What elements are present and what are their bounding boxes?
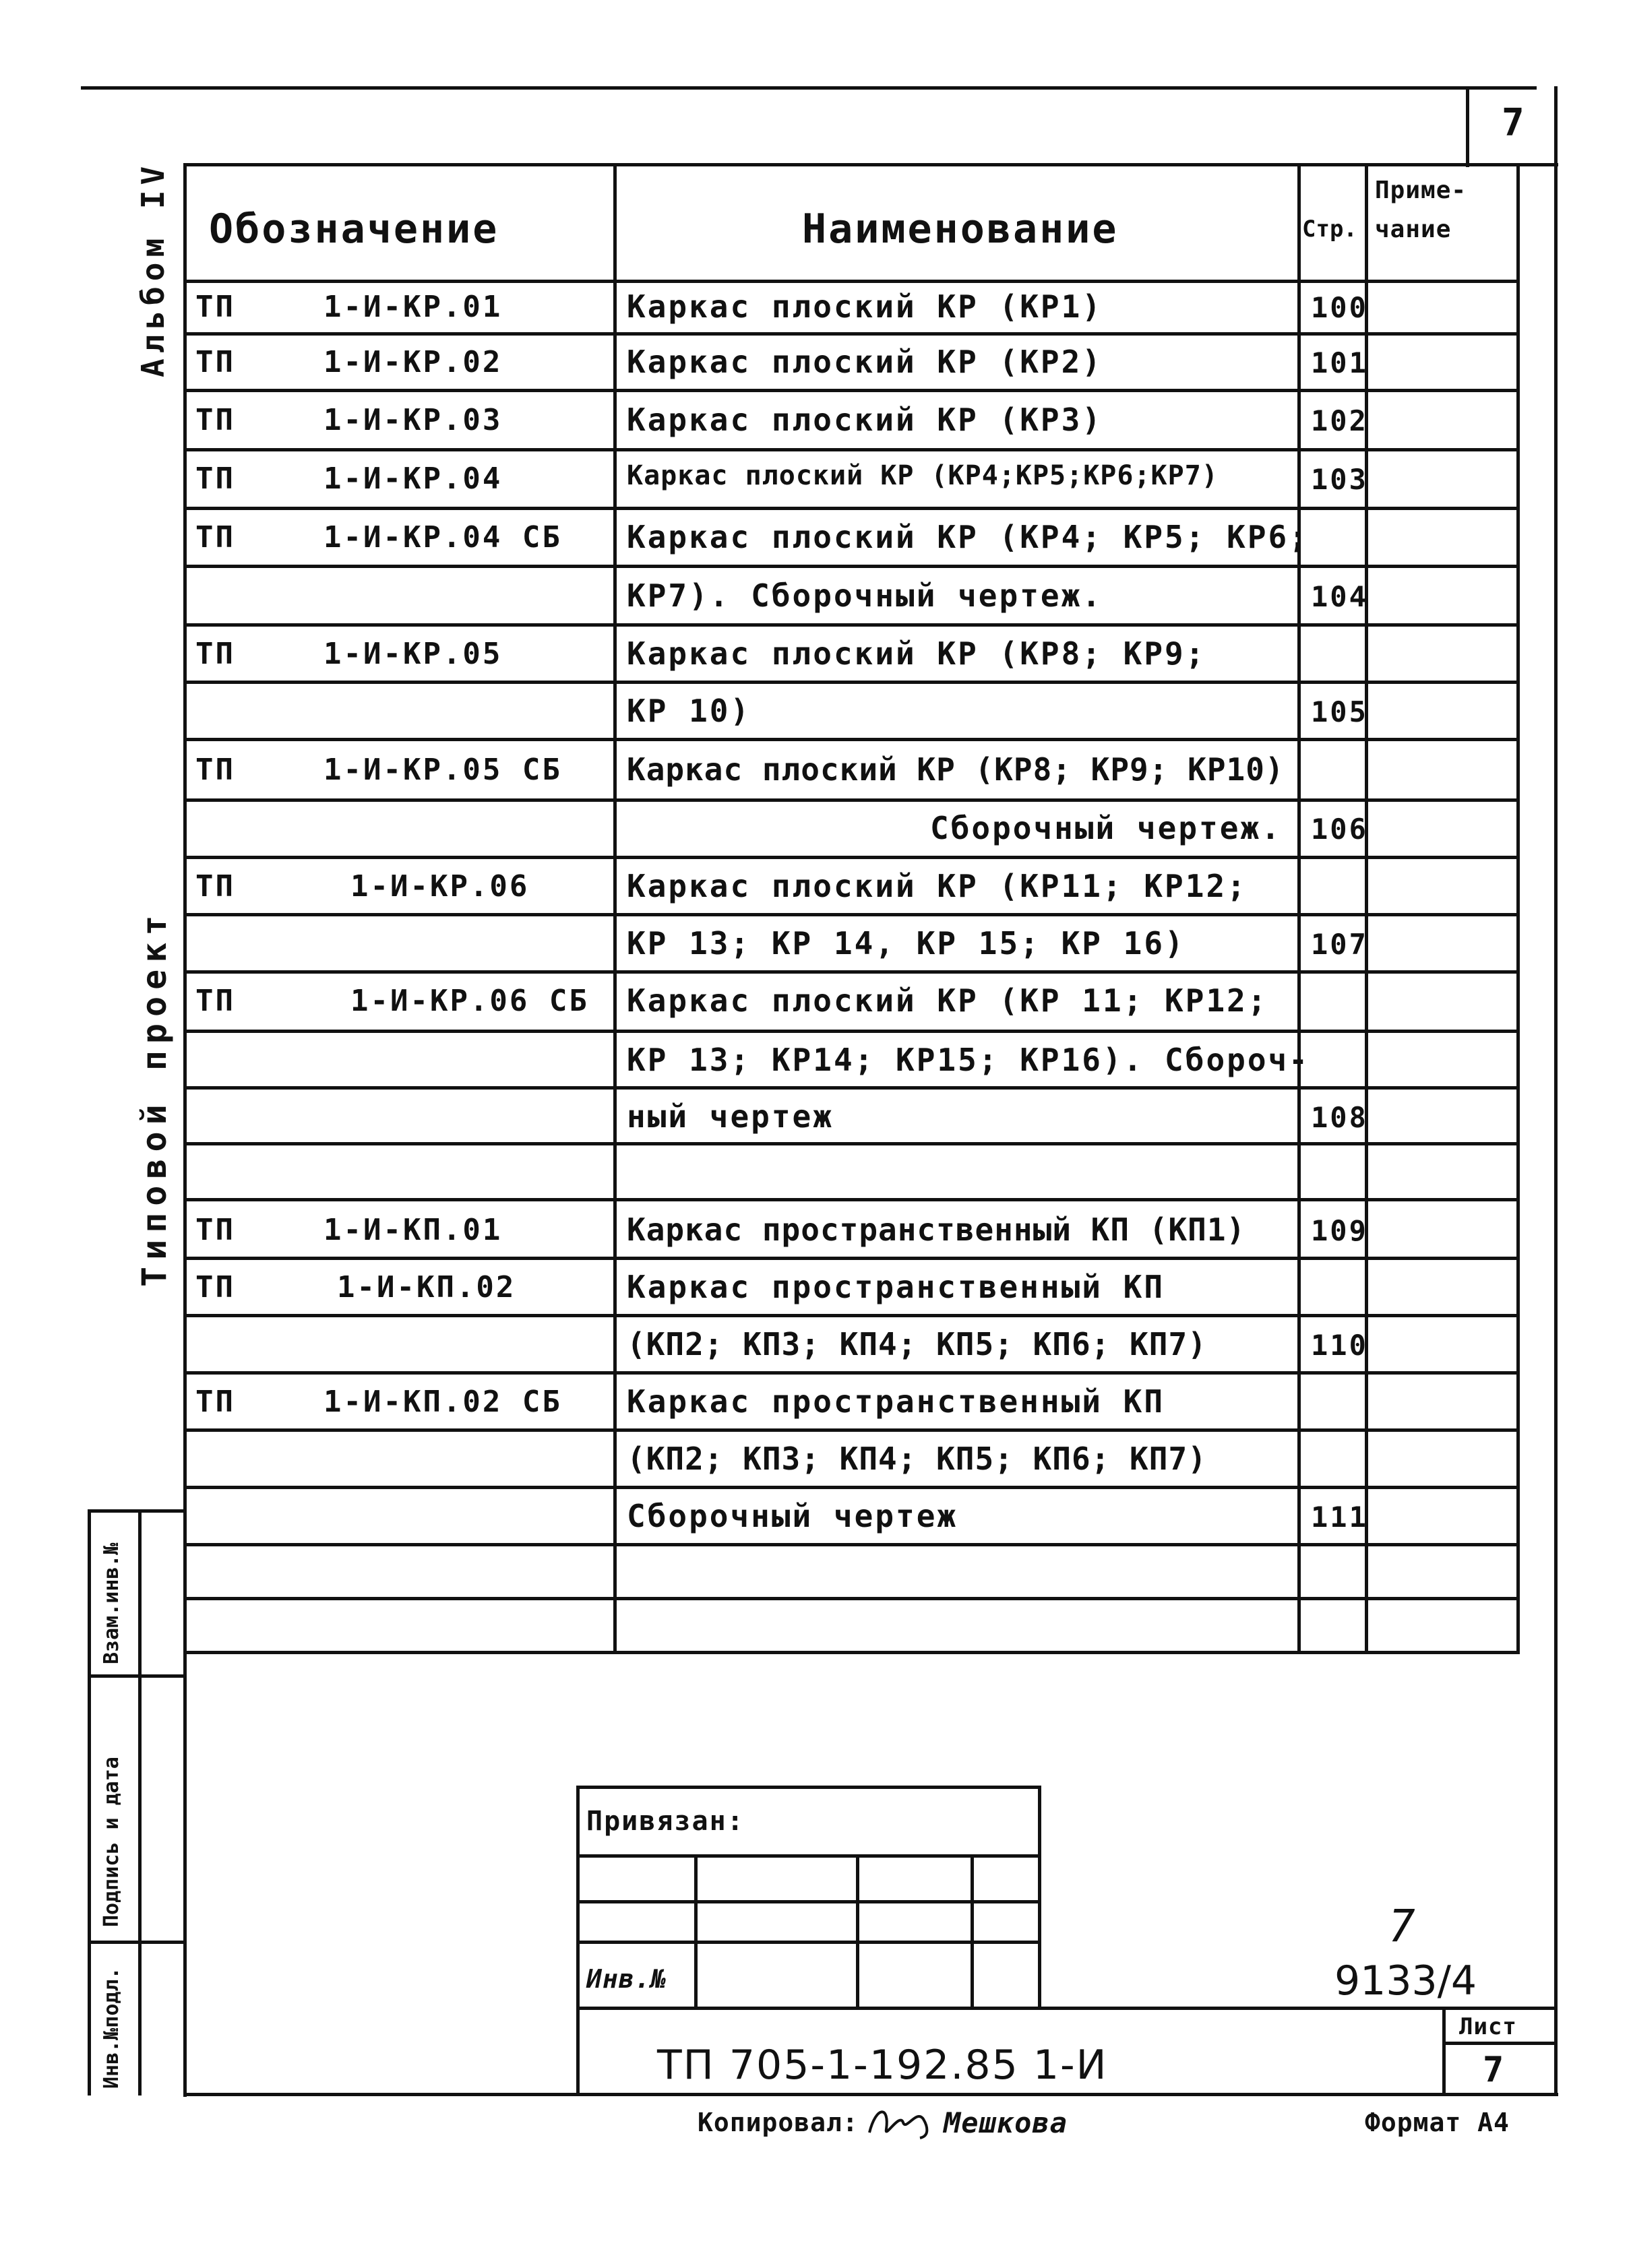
row-code: 1-И-КП.02 СБ (324, 1385, 562, 1419)
row-line (183, 798, 1520, 802)
header-bottom-line (183, 280, 1520, 283)
row-page: 108 (1311, 1101, 1368, 1134)
right-border (1554, 86, 1558, 2094)
row-page: 109 (1311, 1214, 1368, 1247)
header-designation: Обозначение (209, 206, 499, 253)
row-line (183, 389, 1520, 392)
row-name: Каркас плоский КР (КР1) (627, 288, 1103, 325)
row-code: 1-И-КР.02 (324, 345, 503, 379)
stamp-label-inventory: Инв.№подл. (100, 1967, 123, 2089)
corner-box-left (1466, 86, 1469, 167)
row-name: (КП2; КП3; КП4; КП5; КП6; КП7) (627, 1441, 1207, 1477)
header-page: Стр. (1302, 216, 1357, 243)
row-prefix: ТП (195, 869, 235, 904)
row-line (183, 913, 1520, 916)
document-code: ТП 705-1-192.85 1-И (657, 2042, 1108, 2089)
tie-block-bottom (576, 2007, 1557, 2010)
row-prefix: ТП (195, 403, 235, 437)
row-code: 1-И-КР.05 СБ (324, 753, 562, 787)
row-line (183, 1651, 1520, 1654)
row-prefix: ТП (195, 462, 235, 496)
row-line (183, 1198, 1520, 1201)
row-line (183, 1428, 1520, 1432)
row-name: Каркас плоский КР (КР 11; КР12; (627, 982, 1268, 1019)
inventory-label: Инв.№ (586, 1964, 667, 1994)
tie-label: Привязан: (586, 1806, 745, 1837)
tie-col-line (971, 1854, 974, 2008)
row-name: Каркас плоский КР (КР11; КР12; (627, 868, 1248, 904)
row-page: 102 (1311, 404, 1368, 437)
row-prefix: ТП (195, 520, 235, 555)
row-prefix: ТП (195, 1270, 235, 1304)
row-name: КР 10) (627, 693, 751, 729)
sheet-label: Лист (1459, 2013, 1517, 2040)
header-note-2: чание (1375, 216, 1452, 243)
tie-block-right (1038, 1786, 1041, 2008)
stamp-divider-2 (88, 1941, 185, 1944)
row-prefix: ТП (195, 290, 235, 324)
row-code: 1-И-КР.04 (324, 462, 503, 496)
row-name: Каркас пространственный КП (КП1) (627, 1211, 1246, 1248)
row-name: КР 13; КР 14, КР 15; КР 16) (627, 925, 1186, 962)
copied-label: Копировал: (698, 2108, 859, 2137)
handwritten-number: 7 (1388, 1900, 1417, 1952)
tie-col-line (856, 1854, 859, 2008)
row-line (183, 1597, 1520, 1600)
row-page: 104 (1311, 580, 1368, 613)
archive-number: 9133/4 (1334, 1957, 1477, 2005)
row-line (183, 565, 1520, 568)
row-line (183, 1314, 1520, 1317)
row-prefix: ТП (195, 753, 235, 787)
row-name: Сборочный чертеж (627, 1498, 958, 1534)
row-page: 100 (1311, 291, 1368, 324)
row-name: (КП2; КП3; КП4; КП5; КП6; КП7) (627, 1326, 1207, 1362)
sheet-box-left (1442, 2007, 1446, 2094)
row-name: Каркас пространственный КП (627, 1269, 1165, 1305)
row-line (183, 1142, 1520, 1145)
stamp-strip-mid (138, 1509, 142, 2096)
row-line (183, 448, 1520, 451)
row-line (183, 332, 1520, 336)
row-line (183, 1371, 1520, 1375)
row-name: Каркас плоский КР (КР8; КР9; (627, 635, 1206, 672)
row-code: 1-И-КР.04 СБ (324, 520, 562, 555)
stamp-strip-top (88, 1509, 185, 1513)
top-border (81, 86, 1537, 90)
row-name: Каркас плоский КР (КР4;КР5;КР6;КР7) (627, 460, 1219, 491)
sheet-box-divider (1442, 2042, 1557, 2045)
row-code: 1-И-КР.03 (324, 403, 503, 437)
stamp-label-signature: Подпись и дата (100, 1757, 123, 1927)
table-top-border (183, 163, 1558, 166)
row-code: 1-И-КР.06 СБ (350, 984, 589, 1018)
row-name: Сборочный чертеж. (930, 810, 1282, 846)
row-name: ный чертеж (627, 1098, 834, 1135)
format-label: Формат А4 (1365, 2108, 1510, 2137)
row-name: Каркас плоский КР (КР2) (627, 344, 1103, 380)
stamp-label-replace: Взам.инв.№ (100, 1542, 123, 1664)
row-page: 101 (1311, 346, 1368, 379)
sheet-number: 7 (1483, 2050, 1506, 2090)
row-name: Каркас плоский КР (КР3) (627, 402, 1103, 438)
row-prefix: ТП (195, 345, 235, 379)
left-table-border (183, 163, 187, 2097)
row-line (183, 507, 1520, 510)
row-line (183, 970, 1520, 974)
row-code: 1-И-КП.01 (324, 1213, 503, 1247)
row-prefix: ТП (195, 1213, 235, 1247)
row-code: 1-И-КП.02 (337, 1270, 516, 1304)
copier-name: Мешкова (944, 2106, 1068, 2139)
row-line (183, 1086, 1520, 1090)
album-label: Альбом IV (135, 160, 171, 377)
row-line (183, 738, 1520, 741)
row-code: 1-И-КР.01 (324, 290, 503, 324)
row-line (183, 681, 1520, 684)
header-note-1: Приме- (1375, 177, 1467, 204)
row-name: Каркас плоский КР (КР4; КР5; КР6; (627, 519, 1310, 555)
row-code: 1-И-КР.06 (350, 869, 530, 904)
row-line (183, 1543, 1520, 1546)
row-page: 107 (1311, 928, 1368, 961)
row-page: 110 (1311, 1329, 1368, 1362)
stamp-strip-left (88, 1509, 91, 2096)
row-line (183, 1030, 1520, 1033)
row-prefix: ТП (195, 984, 235, 1018)
row-name: КР7). Сборочный чертеж. (627, 577, 1103, 614)
row-page: 105 (1311, 695, 1368, 728)
row-code: 1-И-КР.05 (324, 637, 503, 671)
project-label: Типовой проект (135, 908, 174, 1287)
row-prefix: ТП (195, 1385, 235, 1419)
row-prefix: ТП (195, 637, 235, 671)
row-page: 103 (1311, 463, 1368, 496)
row-line (183, 1486, 1520, 1489)
row-name: КР 13; КР14; КР15; КР16). Сбороч- (627, 1042, 1310, 1078)
stamp-divider-1 (88, 1674, 185, 1678)
row-name: Каркас плоский КР (КР8; КР9; КР10) (627, 751, 1285, 788)
row-line (183, 1257, 1520, 1260)
copier-signature (863, 2099, 937, 2149)
row-page: 111 (1311, 1501, 1368, 1534)
row-line (183, 856, 1520, 859)
row-line (183, 623, 1520, 627)
row-page: 106 (1311, 813, 1368, 846)
tie-col-line (694, 1854, 698, 2008)
row-name: Каркас пространственный КП (627, 1383, 1165, 1420)
bottom-border (183, 2093, 1558, 2096)
tie-block-top (576, 1786, 1041, 1789)
corner-sheet-number: 7 (1502, 101, 1527, 145)
header-name: Наименование (802, 206, 1119, 253)
